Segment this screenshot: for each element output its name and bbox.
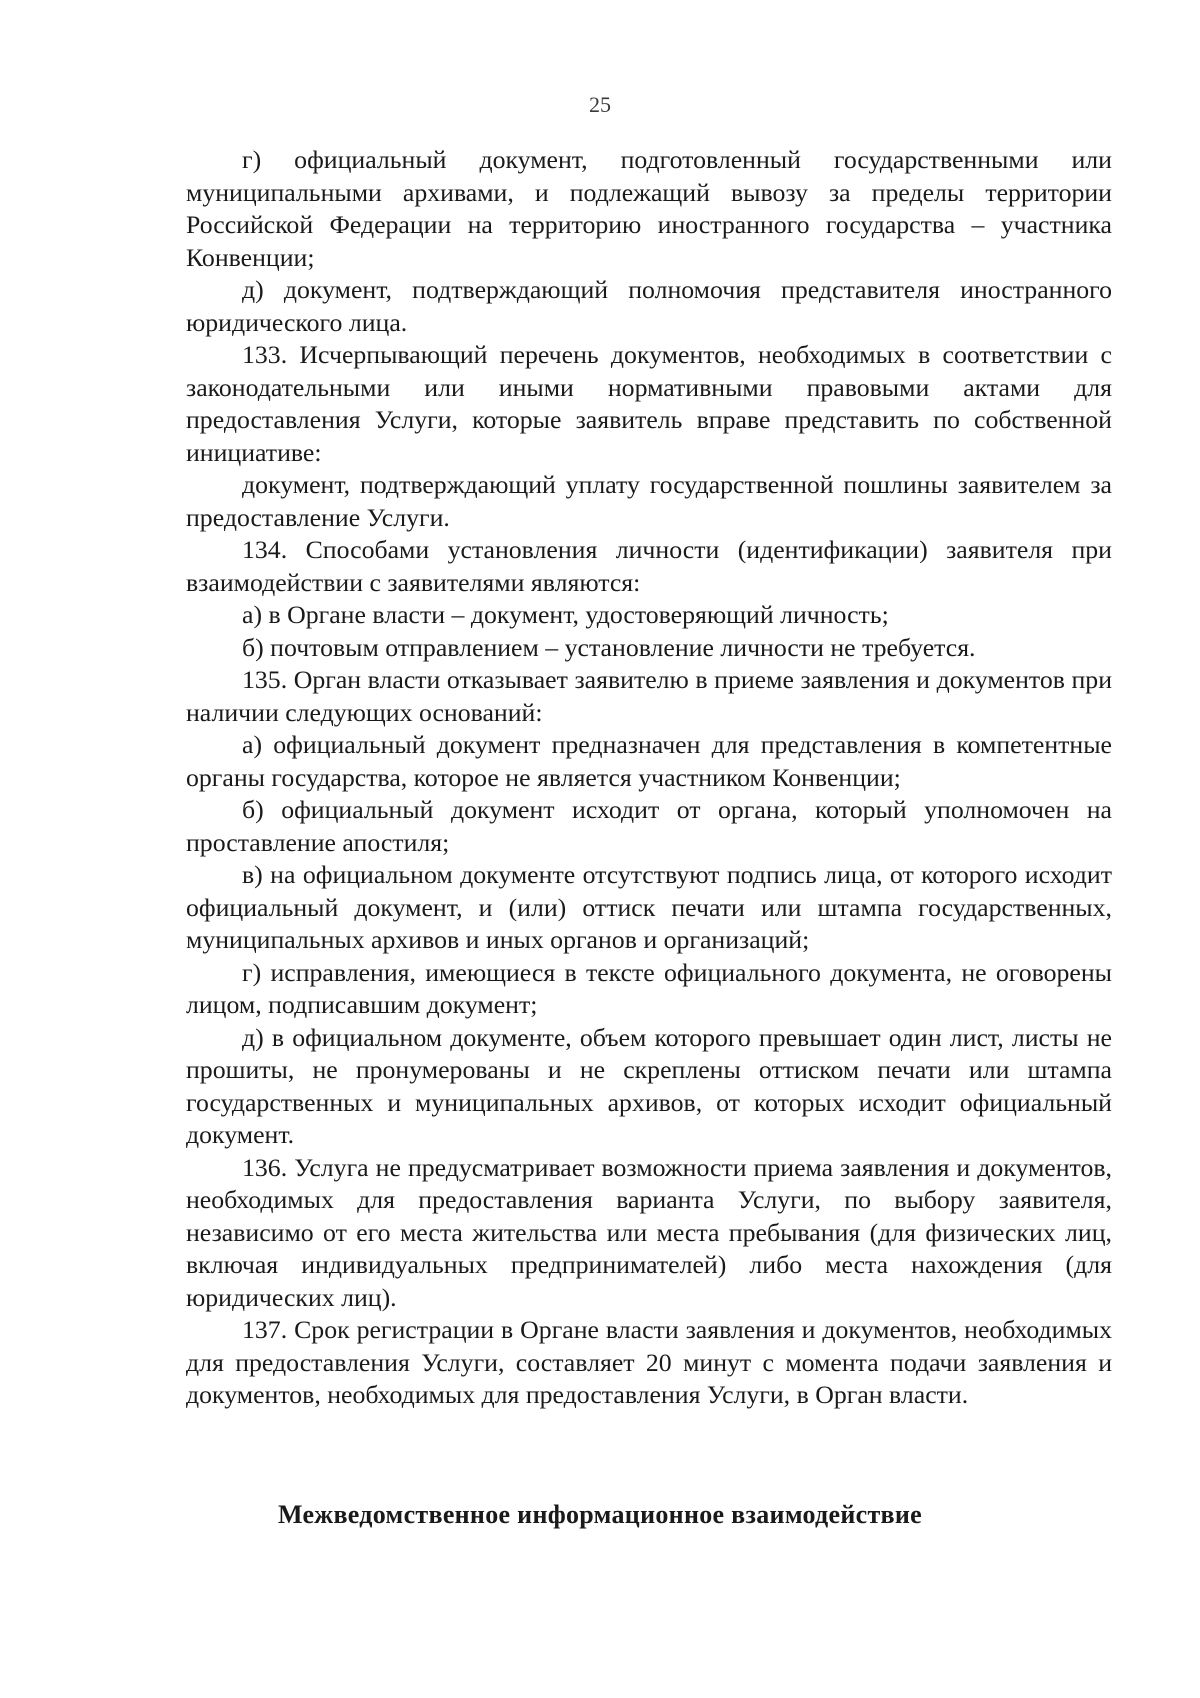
paragraph-136: 136. Услуга не предусматривает возможности приема заявления и документов, необходимых для предоставления варианта Услуги, по выбору заявителя, независимо от его места жительства или места пребывания (для физических лиц, включая индивидуальных предпринимателей) либо места нахождения (для юридических лиц). [186, 1152, 1112, 1312]
paragraph-135-v: в) на официальном документе отсутствуют подпись лица, от которого исходит официальный документ, и (или) оттиск печати или штампа государственных, муниципальных архивов и иных органов и организаций; [186, 860, 1112, 954]
paragraph-135-a: а) официальный документ предназначен для представления в компетентные органы государства, которое не является участником Конвенции; [186, 730, 1112, 792]
paragraph-135-d: д) в официальном документе, объем которого превышает один лист, листы не прошиты, не пронумерованы и не скреплены оттиском печати или штампа государственных и муниципальных архивов, от которых исходит официальный документ. [186, 1022, 1112, 1149]
paragraph-item-g: г) официальный документ, подготовленный государственными или муниципальными архивами, и подлежащий вывозу за пределы территории Российской Федерации на территорию иностранного государства – участника Конвенции; [186, 145, 1112, 272]
document-body [186, 144, 1112, 1412]
section-heading: Межведомственное информационное взаимодействие [277, 1500, 923, 1529]
paragraph-135: 135. Орган власти отказывает заявителю в приеме заявления и документов при наличии следующих оснований: [186, 665, 1112, 727]
paragraph-133-document: документ, подтверждающий уплату государственной пошлины заявителем за предоставление Услуги. [186, 470, 1112, 532]
paragraph-135-b: б) официальный документ исходит от органа, который уполномочен на проставление апостиля; [186, 795, 1112, 857]
paragraph-134-a: а) в Органе власти – документ, удостоверяющий личность; [242, 600, 889, 629]
page-number: 25 [589, 92, 611, 117]
paragraph-137: 137. Срок регистрации в Органе власти заявления и документов, необходимых для предоставления Услуги, составляет 20 минут с момента подачи заявления и документов, необходимых для предоставления Услуги, в Орган власти. [186, 1315, 1112, 1409]
paragraph-item-d: д) документ, подтверждающий полномочия представителя иностранного юридического лица. [186, 275, 1112, 337]
paragraph-133: 133. Исчерпывающий перечень документов, необходимых в соответствии с законодательными или иными нормативными правовыми актами для предоставления Услуги, которые заявитель вправе представить по собственной инициативе: [186, 340, 1112, 467]
paragraph-135-g: г) исправления, имеющиеся в тексте официального документа, не оговорены лицом, подписавшим документ; [186, 957, 1112, 1019]
paragraph-134-b: б) почтовым отправлением – установление личности не требуется. [242, 632, 976, 662]
paragraph-134: 134. Способами установления личности (идентификации) заявителя при взаимодействии с заявителями являются: [186, 535, 1112, 597]
